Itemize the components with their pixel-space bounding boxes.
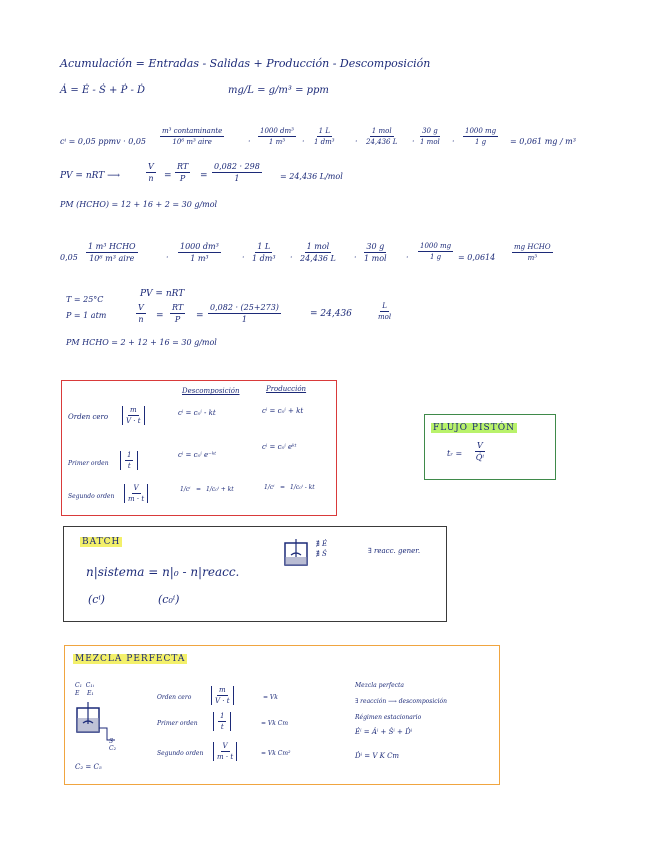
pv1-f2-den: P [179, 174, 186, 183]
calc1-fraction-2 [258, 127, 296, 146]
dot: · [412, 137, 415, 146]
row-second-order-decomposition-a: 1/cⁱ [180, 486, 191, 493]
calc2-fraction-3 [252, 242, 276, 263]
temperature-value: T = 25°C [66, 295, 104, 304]
plug-flow-title [431, 423, 517, 433]
dot: · [406, 253, 409, 262]
mix-row-second-units [213, 742, 237, 761]
dot: · [166, 253, 169, 262]
calc2-f1-num: 1 m³ HCHO [88, 242, 136, 251]
pv2-ideal-gas: PV = nRT [140, 289, 185, 299]
mix-row-zero-units [211, 686, 234, 705]
mix-row-first-result: = Vk Cm [261, 720, 289, 727]
pv2-unit [378, 302, 391, 321]
batch-sub-1: (cⁱ) [88, 593, 105, 606]
mix-row-zero-result: = Vk [263, 694, 278, 701]
row2-num: 1 [127, 451, 132, 459]
equals: = [196, 486, 202, 493]
pv1-fraction-3 [212, 162, 262, 183]
row-zero-order-decomposition: cⁱ = c₀ⁱ - kt [178, 409, 216, 417]
row-second-order-production-b: 1/c₀ⁱ - kt [290, 484, 315, 491]
row1-den: V · t [126, 417, 141, 425]
dot: · [290, 253, 293, 262]
pressure-value: P = 1 atm [66, 311, 107, 320]
calc2-f2-num: 1000 dm³ [180, 242, 219, 251]
pv2-f3-num: 0,082 · (25+273) [210, 303, 279, 312]
calc2-f5-num: 30 g [366, 242, 385, 251]
calc2-fraction-6 [418, 242, 453, 261]
dot: · [242, 253, 245, 262]
units-equation: mg/L = g/m³ = ppm [228, 85, 329, 96]
batch-title [80, 537, 122, 547]
pv1-f1-den: n [148, 174, 154, 183]
calc2-unit-den: m³ [527, 254, 538, 262]
calc1-result: = 0,061 mg / m³ [510, 137, 576, 146]
pv1-result: = 24,436 L/mol [280, 172, 343, 181]
calc1-f5-num: 30 g [422, 127, 438, 135]
plug-flow-title-text: FLUJO PISTÓN [433, 423, 515, 433]
row3-den: m · t [128, 495, 145, 503]
calc2-f5-den: 1 mol [364, 254, 387, 263]
row-second-order-label: Segundo orden [68, 493, 115, 500]
calc2-unit-num: mg HCHO [514, 243, 551, 251]
calc1-f6-den: 1 g [475, 138, 487, 146]
mix-note-regime: Régimen estacionario [355, 714, 422, 721]
calc1-fraction-6 [463, 127, 498, 146]
mix-row2-den: t [220, 723, 224, 731]
mix-note-decomposition: Ḋⁱ = V K Cm [355, 752, 400, 760]
pv2-f2-num: RT [172, 303, 184, 312]
mix-row3-den: m · t [217, 753, 234, 761]
pv1-lead: PV = nRT ⟶ [60, 171, 120, 181]
residence-time-num: V [477, 441, 483, 450]
pm2-equation: PM HCHO = 2 + 12 + 16 = 30 g/mol [66, 338, 217, 347]
equals: = [200, 171, 208, 181]
calc2-f4-num: 1 mol [306, 242, 330, 251]
mix-row3-num: V [222, 742, 228, 750]
dot: · [355, 137, 358, 146]
calc1-f3-den: 1 dm³ [314, 138, 335, 146]
mix-row-second-result: = Vk Cm² [261, 750, 291, 757]
calc2-lead: 0,05 [60, 253, 78, 262]
batch-sub-2: (c₀ⁱ) [158, 593, 180, 606]
pv2-unit-den: mol [378, 313, 392, 321]
pv2-fraction-3 [208, 303, 281, 324]
calc1-lead: cⁱ = 0,05 ppmv · 0,05 [60, 137, 147, 146]
calc2-f1-den: 10⁶ m³ aire [89, 254, 135, 263]
pv1-f3-num: 0,082 · 298 [214, 162, 260, 171]
batch-reaction-note: ∃ reacc. gener. [368, 547, 421, 555]
mix-row-first-label: Primer orden [157, 720, 198, 727]
pv2-fraction-2 [170, 303, 185, 324]
row-zero-order-production: cⁱ = c₀ⁱ + kt [262, 407, 304, 415]
pm1-equation: PM (HCHO) = 12 + 16 + 2 = 30 g/mol [60, 200, 218, 209]
mix-note-reaction: ∃ reacción ⟶ descomposición [355, 698, 448, 705]
calc2-fraction-4 [300, 242, 336, 263]
calc1-f2-den: 1 m³ [268, 138, 286, 146]
mix-row-first-units [213, 712, 231, 731]
pv1-fraction-1 [146, 162, 156, 183]
mix-row2-num: 1 [220, 712, 225, 720]
equals: = [280, 484, 286, 491]
calc1-f6-num: 1000 mg [465, 127, 497, 135]
calc2-fraction-2 [178, 242, 221, 263]
row-zero-order-label: Orden cero [68, 413, 109, 421]
calc1-fraction-3 [314, 127, 335, 146]
residence-time-lead: tᵣ = [447, 449, 463, 458]
calc2-f6-num: 1000 mg [420, 242, 452, 250]
pv2-f2-den: P [174, 315, 181, 324]
row3-num: V [133, 484, 139, 492]
residence-time-fraction [475, 441, 485, 462]
mix-row-zero-label: Orden cero [157, 694, 192, 701]
calc2-f4-den: 24,436 L [300, 254, 336, 263]
kinetics-table-box [61, 380, 337, 516]
residence-time-den: Q̇ⁱ [475, 453, 484, 462]
mix-row-second-label: Segundo orden [157, 750, 204, 757]
row-first-order-production: cⁱ = c₀ⁱ eᵏᵗ [262, 443, 297, 451]
row-second-order-production-a: 1/cⁱ [264, 484, 275, 491]
calc1-f4-num: 1 mol [371, 127, 392, 135]
batch-equation: n|sistema = n|₀ - n|reacc. [86, 565, 240, 579]
mix-note-title: Mezcla perfecta [355, 682, 404, 689]
pv2-f3-den: 1 [241, 315, 248, 324]
calc2-f3-den: 1 dm³ [252, 254, 276, 263]
batch-reactor-icon [282, 539, 310, 569]
dot: · [452, 137, 455, 146]
calc1-fraction-1 [160, 127, 224, 146]
perfect-mix-title-text: MEZCLA PERFECTA [75, 654, 186, 664]
calc1-fraction-5 [420, 127, 440, 146]
pv2-unit-num: L [382, 302, 387, 310]
column-decomposition: Descomposición [182, 387, 240, 395]
mix-row1-num: m [218, 686, 226, 694]
row1-num: m [129, 406, 137, 414]
pv2-f1-den: n [138, 315, 144, 324]
column-production: Producción [266, 385, 307, 393]
mix-note-balance: Ėⁱ = Ȧⁱ + Ṡⁱ + Ḋⁱ [355, 728, 413, 736]
pv1-fraction-2 [175, 162, 190, 183]
perfect-mix-title [73, 654, 187, 664]
batch-box [63, 526, 447, 622]
perfect-mix-box [64, 645, 500, 785]
calc2-result: = 0,0614 [458, 253, 496, 262]
calc1-f2-num: 1000 dm³ [260, 127, 294, 135]
calc1-f4-den: 24,436 L [366, 138, 398, 146]
dot: · [248, 137, 251, 146]
batch-title-text: BATCH [82, 537, 121, 547]
dot: · [302, 137, 305, 146]
plug-flow-box [424, 414, 556, 480]
mix-diagram-inputs: C₁ C₁ᵢ E E₁ [75, 682, 95, 697]
calc1-f1-num: m³ contaminante [162, 127, 223, 135]
pv1-f2-num: RT [177, 162, 189, 171]
calc1-f3-num: 1 L [318, 127, 330, 135]
mix-row1-den: V · t [215, 697, 230, 705]
calc2-fraction-5 [364, 242, 387, 263]
dot: · [354, 253, 357, 262]
calc2-unit [512, 243, 553, 262]
pv2-f1-num: V [138, 303, 144, 312]
mix-diagram-output: S C₂ [109, 738, 116, 752]
pv1-f3-den: 1 [234, 174, 240, 183]
rate-equation: Ȧ = Ė - Ṡ + Ṗ - Ḋ [60, 85, 146, 96]
row-first-order-label: Primer orden [68, 460, 109, 467]
row-zero-order-units [122, 406, 145, 425]
pv2-result: = 24,436 [310, 309, 352, 319]
row2-den: t [127, 462, 131, 470]
calc1-f5-den: 1 mol [420, 138, 440, 146]
calc2-fraction-1 [86, 242, 138, 263]
batch-flows-note: ∄ Ė ∄ Ṡ [316, 540, 328, 558]
equals: = [164, 171, 172, 181]
row-first-order-decomposition: cⁱ = c₀ⁱ e⁻ᵏᵗ [178, 451, 217, 459]
calc2-f3-num: 1 L [257, 242, 271, 251]
calc1-f1-den: 10⁶ m³ aire [172, 138, 212, 146]
pv1-f1-num: V [148, 162, 154, 171]
row-second-order-decomposition-b: 1/c₀ⁱ + kt [206, 486, 234, 493]
calc1-fraction-4 [366, 127, 397, 146]
row-first-order-units [120, 451, 138, 470]
calc2-f2-den: 1 m³ [190, 254, 209, 263]
mix-diagram-equal: C₂ = C₅ [75, 763, 102, 771]
pv2-fraction-1 [136, 303, 146, 324]
equals: = [196, 311, 204, 321]
calc2-f6-den: 1 g [430, 253, 442, 261]
accumulation-equation: Acumulación = Entradas - Salidas + Producción - Descomposición [60, 57, 431, 70]
row-second-order-units [124, 484, 148, 503]
equals: = [156, 311, 164, 321]
